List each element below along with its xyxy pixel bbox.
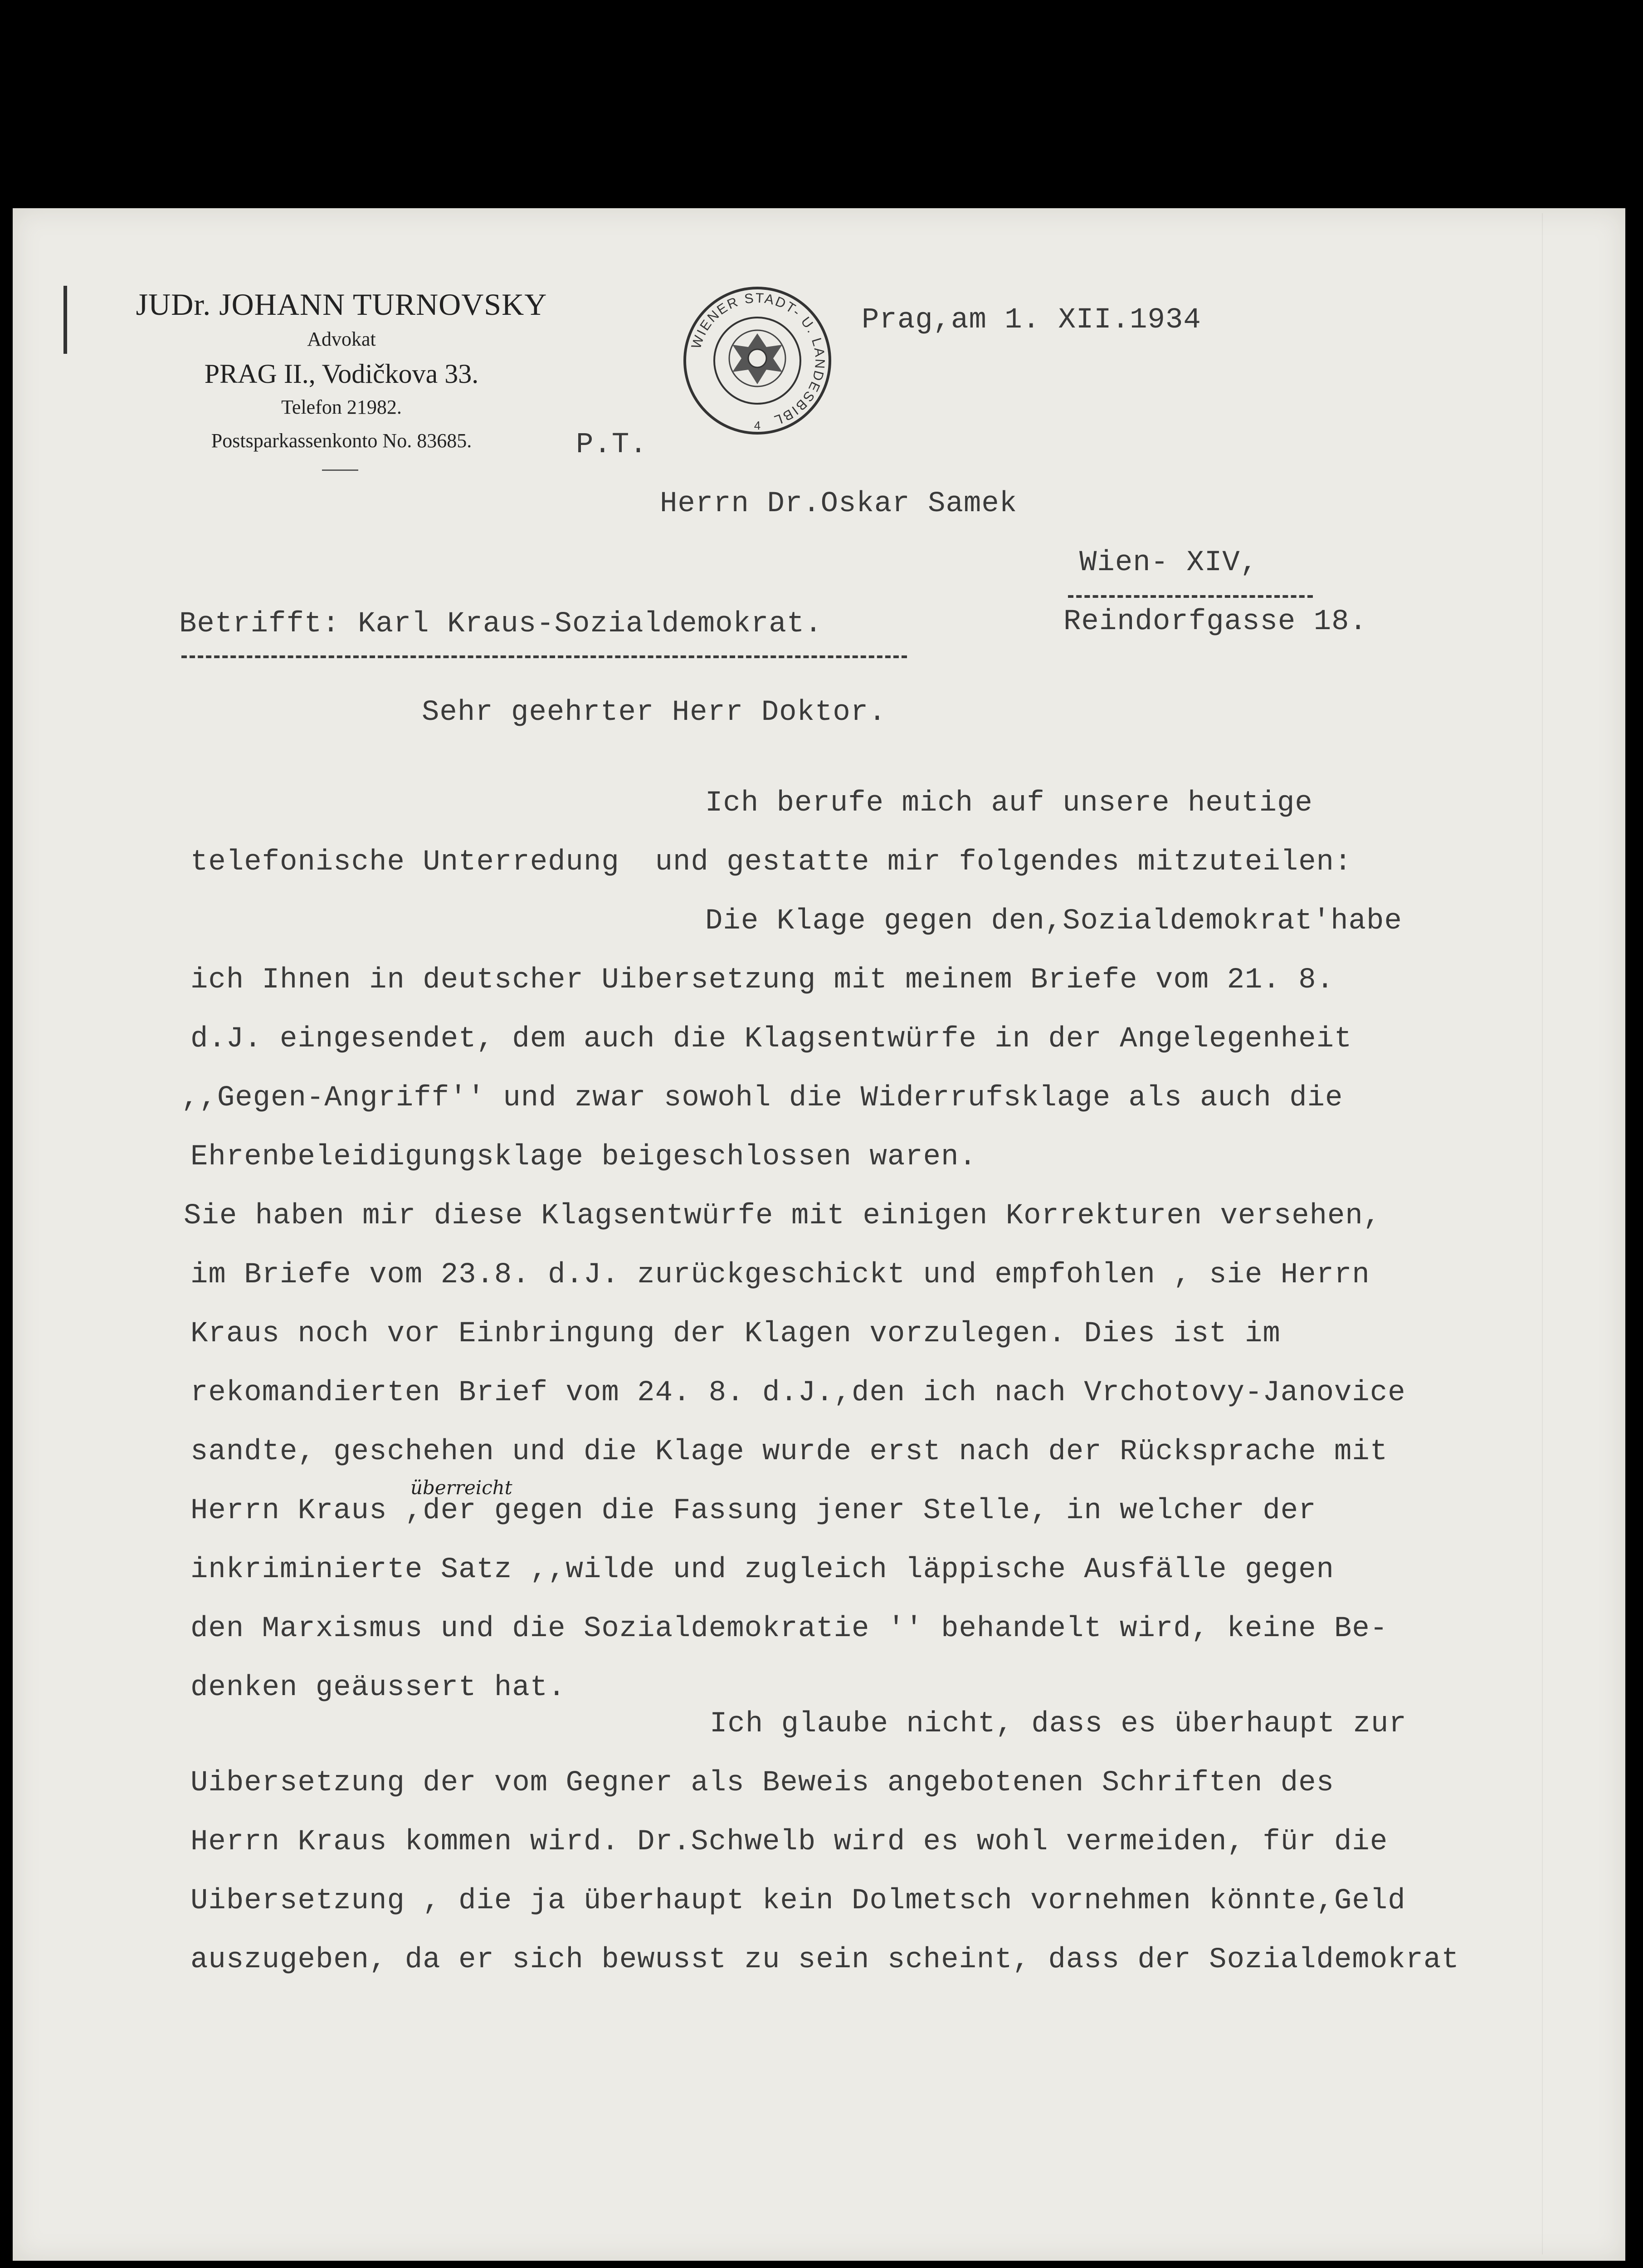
letterhead-address: PRAG II., Vodičkova 33.: [204, 359, 479, 389]
body-line-8: Sie haben mir diese Klagsentwürfe mit einigen Korrekturen versehen,: [184, 1200, 1381, 1232]
stamp-ring-text: WIENER STADT- U. LANDESBIBL: [688, 290, 828, 428]
handwritten-insert: überreicht: [410, 1476, 512, 1499]
body-line-5: d.J. eingesendet, dem auch die Klagsentwürfe in der Angelegenheit: [190, 1023, 1352, 1056]
body-line-11: rekomandierten Brief vom 24. 8. d.J.,den ich nach Vrchotovy-Janovice: [190, 1377, 1406, 1409]
letterhead-account: Postsparkassenkonto No. 83685.: [211, 430, 472, 452]
body-line-3: Die Klage gegen den,Sozialdemokrat'habe: [705, 905, 1402, 938]
body-line-10: Kraus noch vor Einbringung der Klagen vorzulegen. Dies ist im: [190, 1318, 1281, 1350]
letter-date: Prag,am 1. XII.1934: [862, 304, 1201, 337]
letterhead-title: Advokat: [307, 328, 376, 350]
body-line-16: denken geäussert hat.: [190, 1672, 566, 1704]
body-line-15: den Marxismus und die Sozialdemokratie '' behandelt wird, keine Be-: [190, 1613, 1388, 1645]
letterhead-name: JUDr. JOHANN TURNOVSKY: [136, 287, 547, 322]
library-stamp: [680, 284, 834, 438]
stamp-eagle: [729, 330, 785, 386]
margin-mark: [63, 286, 67, 354]
body-line-12: sandte, geschehen und die Klage wurde erst nach der Rücksprache mit: [190, 1436, 1388, 1468]
recipient-name: Herrn Dr.Oskar Samek: [660, 488, 1018, 520]
salutation-pt: P.T.: [576, 429, 648, 461]
body-line-17: Ich glaube nicht, dass es überhaupt zur: [710, 1708, 1407, 1740]
body-line-18: Uibersetzung der vom Gegner als Beweis angebotenen Schriften des: [190, 1767, 1334, 1799]
body-line-7: Ehrenbeleidigungsklage beigeschlossen waren.: [190, 1141, 977, 1173]
paper-fold: [1542, 213, 1543, 2254]
body-line-14: inkriminierte Satz ,,wilde und zugleich läppische Ausfälle gegen: [190, 1554, 1334, 1586]
letterhead-rule: [322, 469, 358, 471]
body-line-20: Uibersetzung , die ja überhaupt kein Dolmetsch vornehmen könnte,Geld: [190, 1885, 1406, 1917]
letterhead-phone: Telefon 21982.: [281, 396, 402, 418]
body-line-4: ich Ihnen in deutscher Uibersetzung mit meinem Briefe vom 21. 8.: [190, 964, 1334, 997]
greeting: Sehr geehrter Herr Doktor.: [422, 696, 887, 729]
body-line-1: Ich berufe mich auf unsere heutige: [705, 787, 1313, 820]
body-line-2: telefonische Unterredung und gestatte mir folgendes mitzuteilen:: [190, 846, 1352, 879]
recipient-city: Wien- XIV,: [1079, 547, 1258, 579]
body-line-21: auszugeben, da er sich bewusst zu sein scheint, dass der Sozialdemokrat: [190, 1944, 1459, 1976]
subject-line: Betrifft: Karl Kraus-Sozialdemokrat.: [179, 608, 823, 640]
body-line-19: Herrn Kraus kommen wird. Dr.Schwelb wird es wohl vermeiden, für die: [190, 1826, 1388, 1858]
recipient-city-underline: [1068, 595, 1313, 598]
recipient-street: Reindorfgasse 18.: [1063, 606, 1367, 638]
body-line-9: im Briefe vom 23.8. d.J. zurückgeschickt und empfohlen , sie Herrn: [190, 1259, 1370, 1291]
subject-underline: [181, 655, 907, 658]
body-line-6: ,,Gegen-Angriff'' und zwar sowohl die Widerrufsklage als auch die: [181, 1082, 1343, 1114]
body-line-13: Herrn Kraus ,der gegen die Fassung jener Stelle, in welcher der: [190, 1495, 1316, 1527]
stamp-number: 4: [754, 419, 761, 432]
